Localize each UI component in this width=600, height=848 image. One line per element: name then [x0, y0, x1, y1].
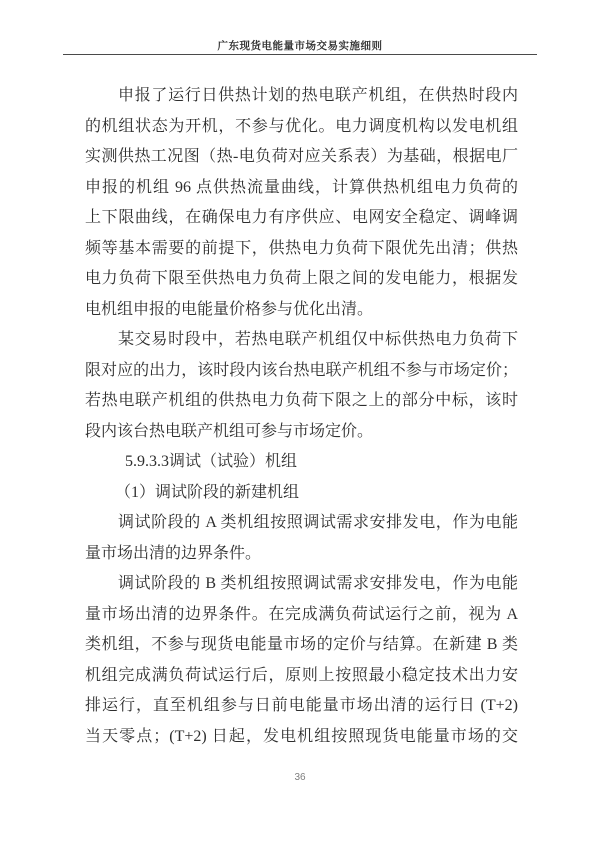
text-line: 机组完成满负荷试运行后，原则上按照最小稳定技术出力安	[85, 666, 518, 684]
body-paragraph	[85, 569, 518, 752]
text-line: 若热电联产机组的供热电力负荷下限之上的部分中标，该时	[85, 392, 518, 409]
running-header-title: 广东现货电能量市场交易实施细则	[217, 40, 383, 52]
section-heading	[85, 478, 518, 509]
text-line: 排运行，直至机组参与日前电能量市场出清的运行日 (T+2)	[85, 697, 518, 714]
text-line: 量市场出清的边界条件。	[85, 544, 262, 562]
text-line: 段内该台热电联产机组可参与市场定价。	[85, 422, 374, 440]
page-number: 36	[294, 772, 306, 783]
section-heading	[85, 447, 518, 478]
text-line: 频等基本需要的前提下，供热电力负荷下限优先出清；供热	[85, 239, 518, 257]
text-line: 5.9.3.3调试（试验）机组	[125, 453, 298, 470]
text-line: 实测供热工况图（热-电负荷对应关系表）为基础，根据电厂	[85, 148, 518, 165]
document-body	[85, 81, 518, 752]
text-line: 调试阶段的 B 类机组按照调试需求安排发电，作为电能	[118, 575, 518, 592]
text-line: （1）调试阶段的新建机组	[115, 483, 300, 501]
text-line: 调试阶段的 A 类机组按照调试需求安排发电，作为电能	[118, 514, 518, 531]
text-line: 限对应的出力，该时段内该台热电联产机组不参与市场定价；	[85, 361, 518, 379]
text-line: 类机组，不参与现货电能量市场的定价与结算。在新建 B 类	[85, 636, 518, 653]
header-rule	[63, 54, 537, 55]
text-line: 量市场出清的边界条件。在完成满负荷试运行之前，视为 A	[85, 605, 518, 623]
text-line: 电力负荷下限至供热电力负荷上限之间的发电能力，根据发	[85, 270, 518, 287]
text-line: 当天零点；(T+2) 日起，发电机组按照现货电能量市场的交	[85, 727, 518, 745]
text-line: 上下限曲线，在确保电力有序供应、电网安全稳定、调峰调	[85, 209, 518, 226]
body-paragraph	[85, 325, 518, 447]
text-line: 申报了运行日供热计划的热电联产机组，在供热时段内	[118, 87, 518, 104]
text-line: 申报的机组 96 点供热流量曲线，计算供热机组电力负荷的	[85, 178, 518, 196]
text-line: 电机组申报的电能量价格参与优化出清。	[85, 300, 374, 318]
body-paragraph	[85, 508, 518, 569]
text-line: 的机组状态为开机，不参与优化。电力调度机构以发电机组	[85, 117, 518, 135]
text-line: 某交易时段中，若热电联产机组仅中标供热电力负荷下	[118, 331, 518, 348]
body-paragraph	[85, 81, 518, 325]
